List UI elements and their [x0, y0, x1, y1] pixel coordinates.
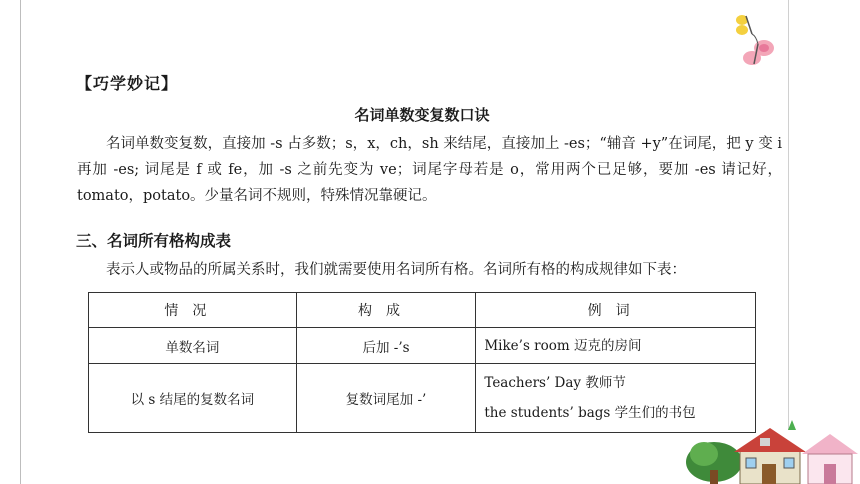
example-line: Mike’s room 迈克的房间: [484, 337, 642, 354]
cell-examples: [476, 328, 756, 364]
rhyme-paragraph: 名词单数变复数，直接加 -s 占多数；s，x，ch，sh 来结尾，直接加上 -es；“辅音 +y”在词尾，把 y 变 i 再加 -es; 词尾是 f 或 fe，加 -s 之前先变为 ve；词尾字母若是 o，常用两个已足够，要加 -es 请记好，tomato，potato。少量名词不规则，特殊情况靠硬记。: [77, 136, 782, 204]
page-border-left: [20, 0, 21, 484]
header-form: 构成: [296, 293, 476, 328]
cell-case: 以 s 结尾的复数名词: [89, 364, 297, 433]
document-page: [62, 0, 782, 484]
cell-case: 单数名词: [89, 328, 297, 364]
section-title: 三、名词所有格构成表: [76, 232, 232, 250]
rhyme-title: 名词单数变复数口诀: [354, 106, 490, 124]
section-intro: 表示人或物品的所属关系时，我们就需要使用名词所有格。名词所有格的构成规律如下表：: [106, 262, 686, 278]
page-border-right: [788, 0, 789, 430]
cartoon-house-icon: [684, 414, 860, 484]
cell-form: 复数词尾加 -’: [296, 364, 476, 433]
table-row: [89, 364, 756, 433]
example-line: the students’ bags 学生们的书包: [484, 405, 696, 421]
example-line: Teachers’ Day 教师节: [484, 375, 626, 391]
header-case: 情况: [89, 293, 297, 328]
table-row: [89, 328, 756, 364]
tip-heading: 【巧学妙记】: [76, 74, 179, 93]
butterfly-icon: [728, 6, 780, 68]
cell-form: 后加 -’s: [296, 328, 476, 364]
header-examples: 例词: [476, 293, 756, 328]
table-header-row: [89, 293, 756, 328]
possessive-rules-table: [88, 292, 756, 433]
